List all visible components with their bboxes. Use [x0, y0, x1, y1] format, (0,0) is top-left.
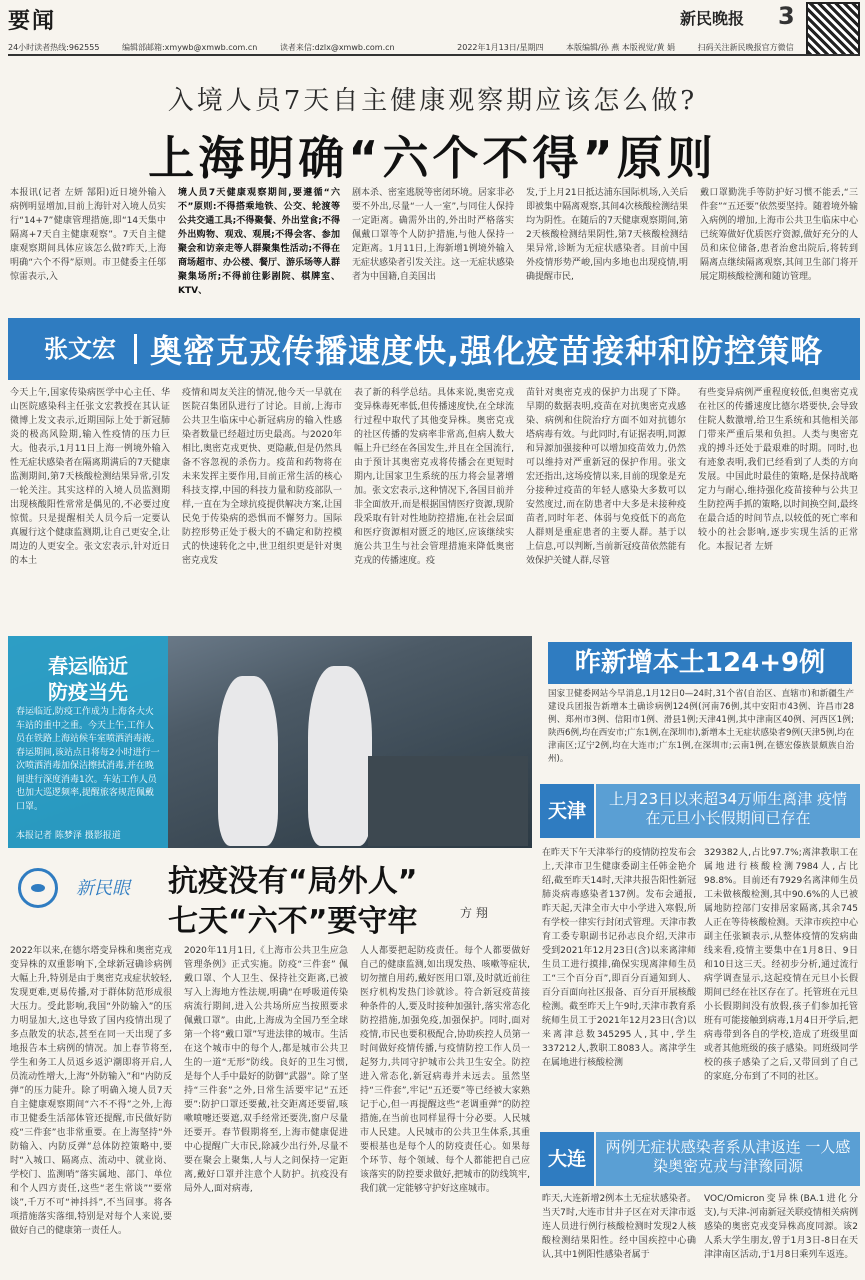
- dalian-label: 大连: [540, 1132, 594, 1186]
- header-info-line: [8, 42, 798, 53]
- section-title: 要闻: [8, 9, 57, 34]
- zhang-col-4: 苗针对奥密克戎的保护力出现了下降。早期的数据表明,疫苗在对抗奥密克戎感染、病例和住院治疗方面不如对抗德尔塔病毒有效。与此同时,有证据表明,同源和异源加强接种可以增加疫苗效力,仍然可以维持对严重新冠的保护作用。张文宏还指出,这场疫情以来,目前的现象是充分接种过疫苗的年轻人感染大多数可以安然度过,而在防患者中大多是未接种疫苗者,同时年老、体弱与免疫低下的高危人群则是重症患者的主要人群。基于以上信息,可以判断,当前新冠疫苗依然能有效保护关键人群,尽管: [526, 388, 686, 566]
- photo-title-2: 防疫当先: [48, 680, 128, 704]
- issue-date: 2022年1月13日/星期四: [457, 43, 544, 52]
- tianjin-label: 天津: [540, 784, 594, 838]
- tianjin-col-1: 在昨天下午天津举行的疫情防控发布会上,天津市卫生健康委副主任韩金艳介绍,截至昨天14时,天津共报告阳性新冠肺炎病毒感染者137例。发布会通报,昨天起,天津全市大中小学进入寒假,所有学校一律实行封闭式管理。天津市教育工委专职副书记孙志良介绍,天津市受到2021年12月23日(含)以来离津师生员工进行摸排,确保实现离津师生员工“三个百分百”,即百分百通知到人、百分百面向社区报备、百分百开展核酸检测。截至昨天上午9时,天津市教育系统师生员工于2021年12月23日(含)以来离津总数345295人,其中,学生337212人,教职工8083人。离津学生在属地进行核酸检测: [542, 848, 696, 1068]
- banner-headline: 奥密克戎传播速度快,强化疫苗接种和防控策略: [150, 332, 824, 370]
- column-headline-1: 抗疫没有“局外人”: [168, 864, 418, 899]
- dalian-col-1: 昨天,大连新增2例本土无症状感染者。当天7时,大连市甘井子区在对天津市返连人员进行例行核酸检测时发现2人核酸检测结果阳性。经中国疾控中心确认,其中1例阳性感染者属于: [542, 1194, 696, 1260]
- qr-hint: 扫码关注新民晚报官方微信: [697, 43, 794, 52]
- zhang-col-3: 表了新的科学总结。具体来说,奥密克戎变异株毒死率低,但传播速度快,在全球流行过程中取代了其他变异株。奥密克戎的社区传播的发病率非常高,但病人数大幅上升已经在各国发生,并且在全国流行,由于预计其奥密克戎将传播会在更短时期内,让国家卫生系统的压力将会显著增加。张文宏表示,这种情况下,各国目前并非全面放开,而是根据国情医疗资源,现阶段采取有针对性地防控措施,在社会层面和医疗资源相对匮乏的地区,应该继续实施公共卫生与社会管理措施来降低奥密克戎的传播速度。疫: [354, 388, 514, 566]
- reader-email[interactable]: 读者来信:dzlx@xmwb.com.cn: [279, 43, 395, 52]
- lead-col-1: 本报讯(记者 左妍 郜阳)近日境外输入病例明显增加,目前上海针对入境人员实行“14+7”健康管理措施,即“14天集中隔离+7天自主健康观察”。7天自主健康观察期间具体应该怎么做?昨天,上海明确“六个不得”原则。市卫健委主任邬惊雷表示,入: [10, 188, 166, 282]
- tianjin-headline: 上月23日以来超34万师生离津 疫情在元旦小长假期间已存在: [596, 784, 860, 838]
- banner-divider: [134, 334, 137, 364]
- editor-email[interactable]: 编辑部邮箱:xmywb@xmwb.com.cn: [121, 43, 258, 52]
- lead-col-4: 发,于上月21日抵达浦东国际机场,入关后即被集中隔离观察,其间4次核酸检测结果均为阴性。在随后的7天健康观察期间,第2天核酸检测结果阴性,第7天核酸检测结果异常,诊断为无症状感染者。目前中国外疫情形势严峻,国内多地也出现疫情,明确提醒市民,: [526, 188, 688, 282]
- zhang-col-2: 疫情和周友关注的情况,他今天一早就在医院召集团队进行了讨论。目前,上海市公共卫生临床中心新冠病房的输入性感染者数量已经超过历史最高。与2020年相比,奥密克戎更快、更隐蔽,但是仍然具备不容忽视的杀伤力。疫苗和药物将在未来发挥主要作用,目前正常生活的核心科技支撑,中国的科技力量和防疫部队一样,一直在为全球抗疫提供解决方案,让国民免于传染病的恐惧而不懈努力。国际防控形势正处于极大的不确定和防控模式的快速转化之中,世卫组织更是针对奥密克戎发: [182, 388, 342, 566]
- photo-credit: 本报记者 陈梦泽 摄影报道: [16, 831, 121, 841]
- header-divider: [8, 54, 860, 56]
- eye-icon: [18, 868, 58, 908]
- covid-cases-headline: 昨新增本土124+9例: [548, 642, 852, 684]
- column-col-1: 2022年以来,在德尔塔变异株和奥密克戎变异株的双重影响下,全球新冠确诊病例大幅上升,特别是由于奥密克戎症状较轻,发现更难,更易传播,对于群体防范形成很大压力。受此影响,我国“外防输入”的压力明显加大,这也导致了国内疫情出现了多点散发的状态,甚至在同一天出现了多地报告本土病例的情况。加上春节将至,学生和务工人员返乡返沪潮即将开启,人员流动性增大,上海“外防输入”和“内防反弹”的压力陡升。除了明确入境人员7天自主健康观察期间“六不不得”之外,上海市卫健委生活部体管还提醒,市民做好防疫“三件套”也非常重要。在上海坚持“外防输入、内防反弹”总体防控策略中,要时“入城口、隔离点、流动中、就业岗、学校门、监测哨”落实属地、部门、单位和个人四方责任,这些“老生常谈”“要常谈”,千万不可“神抖抖”,不当回事。将各项措施落实落细,特别是对每个人来说,要做好自己的健康第一责任人。: [10, 946, 172, 1236]
- column-brand: 新民眼: [76, 878, 130, 899]
- column-author: 方 翔: [460, 906, 488, 920]
- worker-figure: [218, 676, 278, 846]
- lead-subtitle: 入境人员7天自主健康观察期应该怎么做?: [167, 86, 698, 116]
- station-gates: [368, 756, 528, 846]
- dalian-headline: 两例无症状感染者系从津返连 一人感染奥密克戎与津豫同源: [596, 1132, 860, 1186]
- editors: 本版编辑/孙 燕 本版视觉/黄 娟: [566, 43, 676, 52]
- column-col-3: 人人都要把起防疫责任。每个人都要做好自己的健康监测,如出现发热、咳嗽等症状,切勿擅自用药,戴好医用口罩,及时就近前往医疗机构发热门诊就诊。符合新冠疫苗接种条件的人,要及时接种加强针,落实常态化防控措施,加强免疫,加强保护。同时,面对疫情,市民也要积极配合,协助疾控人员第一时间做好疫情传播,与疫情防控工作人员一起努力,共同守护城市公共卫生安全。防控进入常态化,新冠病毒并未远去。虽然坚持“三件套”,牢记“五还要”等已经被大家熟记于心,但一再提醒这些“老调重弹”的防控措施,在当前也同样显得十分必要。人民城市人民建。人民城市的公共卫生体系,其重要根基也是每个人的防疫责任心。如果每个环节、每个领域、每个人都能把自己应该落实的防控要求做好,把城市的防线筑牢,我们就一定能够守护好这座城市。: [360, 946, 530, 1194]
- dalian-col-2: VOC/Omicron变异株(BA.1进化分支),与天津-河南新冠关联疫情相关病例感染的奥密克戎变异株高度同源。该2人系大学生朋友,曾于1月3日-8日在天津津南区活动,于1月8日乘列车返连。: [704, 1194, 858, 1260]
- page-number: 3: [778, 2, 795, 30]
- newspaper-logo: 新民晚报: [680, 9, 745, 28]
- banner-person: 张文宏: [44, 335, 116, 363]
- photo-title-1: 春运临近: [48, 654, 128, 678]
- tianjin-col-2: 329382人,占比97.7%;离津教职工在属地进行核酸检测7984人,占比98.8%。目前还有7929名离津师生员工未做核酸检测,其中90.6%的人已被属地防控部门安排居家隔离,其余745人正在等待核酸检测。天津市疾控中心副主任张颖表示,从整体疫情的发病曲线来看,疫情主要集中在1月8日、9日和10日这三天。经初步分析,通过流行病学调查显示,这起疫情在元旦小长假期间已经在社区存在了。托管班在元旦小长假期间没有放假,孩子们参加托管班有可能接触到病毒,1月4日开学后,把病毒带到各自的学校,造成了班级里面或者其他班级的孩子感染。同班级同学校的孩子感染了之后,又带回到了自己的家庭,分布到了不同的社区。: [704, 848, 858, 1082]
- lead-col-2: 境人员7天健康观察期间,要遵循“六不”原则:不得搭乘地铁、公交、轮渡等公共交通工具;不得聚餐、外出堂食;不得外出购物、观戏、观展;不得会客、参加聚会和访亲走等人群聚集性活动;不得在商场超市、办公楼、餐厅、游乐场等人群聚集场所;不得前往影剧院、棋牌室、KTV、: [178, 188, 340, 296]
- lead-headline: 上海明确“六个不得”原则: [148, 131, 717, 185]
- zhang-col-1: 今天上午,国家传染病医学中心主任、华山医院感染科主任张文宏教授在其认证微博上发文表示,近期国际上处于新冠肺炎的极高风险期,输入性疫情的压力巨大。他表示,1月11日上海一例境外输入性无症状感染者在隔离期满后的7天健康监测期间,第7天核酸检测结果异常,引发一轮关注。其实这样的入境人员监测期出现核酸阳性常常是偶见的,不必要过度惊慌。只是提醒相关人员今后一定要认真履行这个健康监测期,让自己更安全,让周边的人更安全。张文宏表示,针对近日的本土: [10, 388, 170, 566]
- photo-caption: 春运临近,防疫工作成为上海各大火车站的重中之重。今天上午,工作人员在铁路上海站候车室喷洒消毒液。春运期间,该站点日将每2小时进行一次喷洒消毒加保洁擦拭消毒,并在晚间进行深度消毒1次。车站工作人员也加大巡逻频率,提醒旅客规范佩戴口罩。: [16, 707, 161, 812]
- zhang-col-5: 有些变异病例严重程度较低,但奥密克戎在社区的传播速度比德尔塔要快,会导致住院人数激增,给卫生系统和其他相关部门带来严重后果和负担。人类与奥密克戎的搏斗还处于最艰难的时期。同时,也有迹象表明,我们已经看到了人类的方向发展。中国此时最佳的策略,是保持战略定力与耐心,维持强化疫苗接种与公共卫生防控两手抓的策略,以时间换空间,最终在最合适的时间节点,以较低的死亡率和较小的社会影响,逐步实现生活的正常化。本报记者 左妍: [698, 388, 858, 552]
- qr-code-icon[interactable]: [806, 2, 860, 56]
- column-col-2: 2020年11月1日,《上海市公共卫生应急管理条例》正式实施。防疫“三件套” 佩戴口罩、个人卫生、保持社交距离,已被写入上海地方性法规,明确“在呼吸道传染病流行期间,进入公共场所应当按照要求佩戴口罩”。由此,上海成为全国乃至全球第一个将“戴口罩”写进法律的城市。生活在这个城市中的每个人,都是城市公共卫生的一道“无形”防线。良好的卫生习惯,是每个人手中最好的防御“武器”。除了坚持“三件套”之外,日常生活要牢记“五还要”:防护口罩还要戴,社交距离还要留,咳嗽喷嚏还要遮,双手经常还要洗,窗户尽量还要开。春节假期将至,上海市健康促进中心提醒广大市民,除减少出行外,尽量不要在聚会上聚集,人与人之间保持一定距离,戴好口罩并注意个人防护。抗疫没有局外人,面对病毒,: [184, 946, 348, 1194]
- hotline: 24小时读者热线:962555: [8, 43, 100, 52]
- column-headline-2: 七天“六不”要守牢: [168, 904, 418, 939]
- lead-col-3: 剧本杀、密室逃脱等密闭环境。居家非必要不外出,尽量“一人一室”,与同住人保持一定距离。确需外出的,外出时严格落实佩戴口罩等个人防护措施,与他人保持一定距离。1月11日,上海新增1例境外输入无症状感染者引发关注。这一无症状感染者为中国籍,自美国出: [352, 188, 514, 282]
- worker-figure: [308, 666, 372, 846]
- covid-body: 国家卫健委网站今早消息,1月12日0—24时,31个省(自治区、直辖市)和新疆生产建设兵团报告新增本土确诊病例124例(河南76例,其中安阳市43例、许昌市28例、郑州市3例、信阳市1例、滑县1例;天津41例,其中津南区40例、河西区1例;陕西6例,均在西安市;广东1例,在深圳市),新增本土无症状感染者9例(天津5例,均在津南区;辽宁2例,均在大连市;广东1例,在深圳市;云南1例,在德宏傣族景颇族自治州)。: [548, 689, 854, 764]
- lead-col-5: 戴口罩勤洗手等防护好习惯不能丢,“三件套”“五还要”依然要坚持。随着境外输入病例的增加,上海市公共卫生临床中心已统筹做好优质医疗资源,做好充分的人员和床位储备,患者治愈出院后,将转到隔离点继续隔离观察,其间卫生部门将开展定期核酸检测和随访管理。: [700, 188, 858, 282]
